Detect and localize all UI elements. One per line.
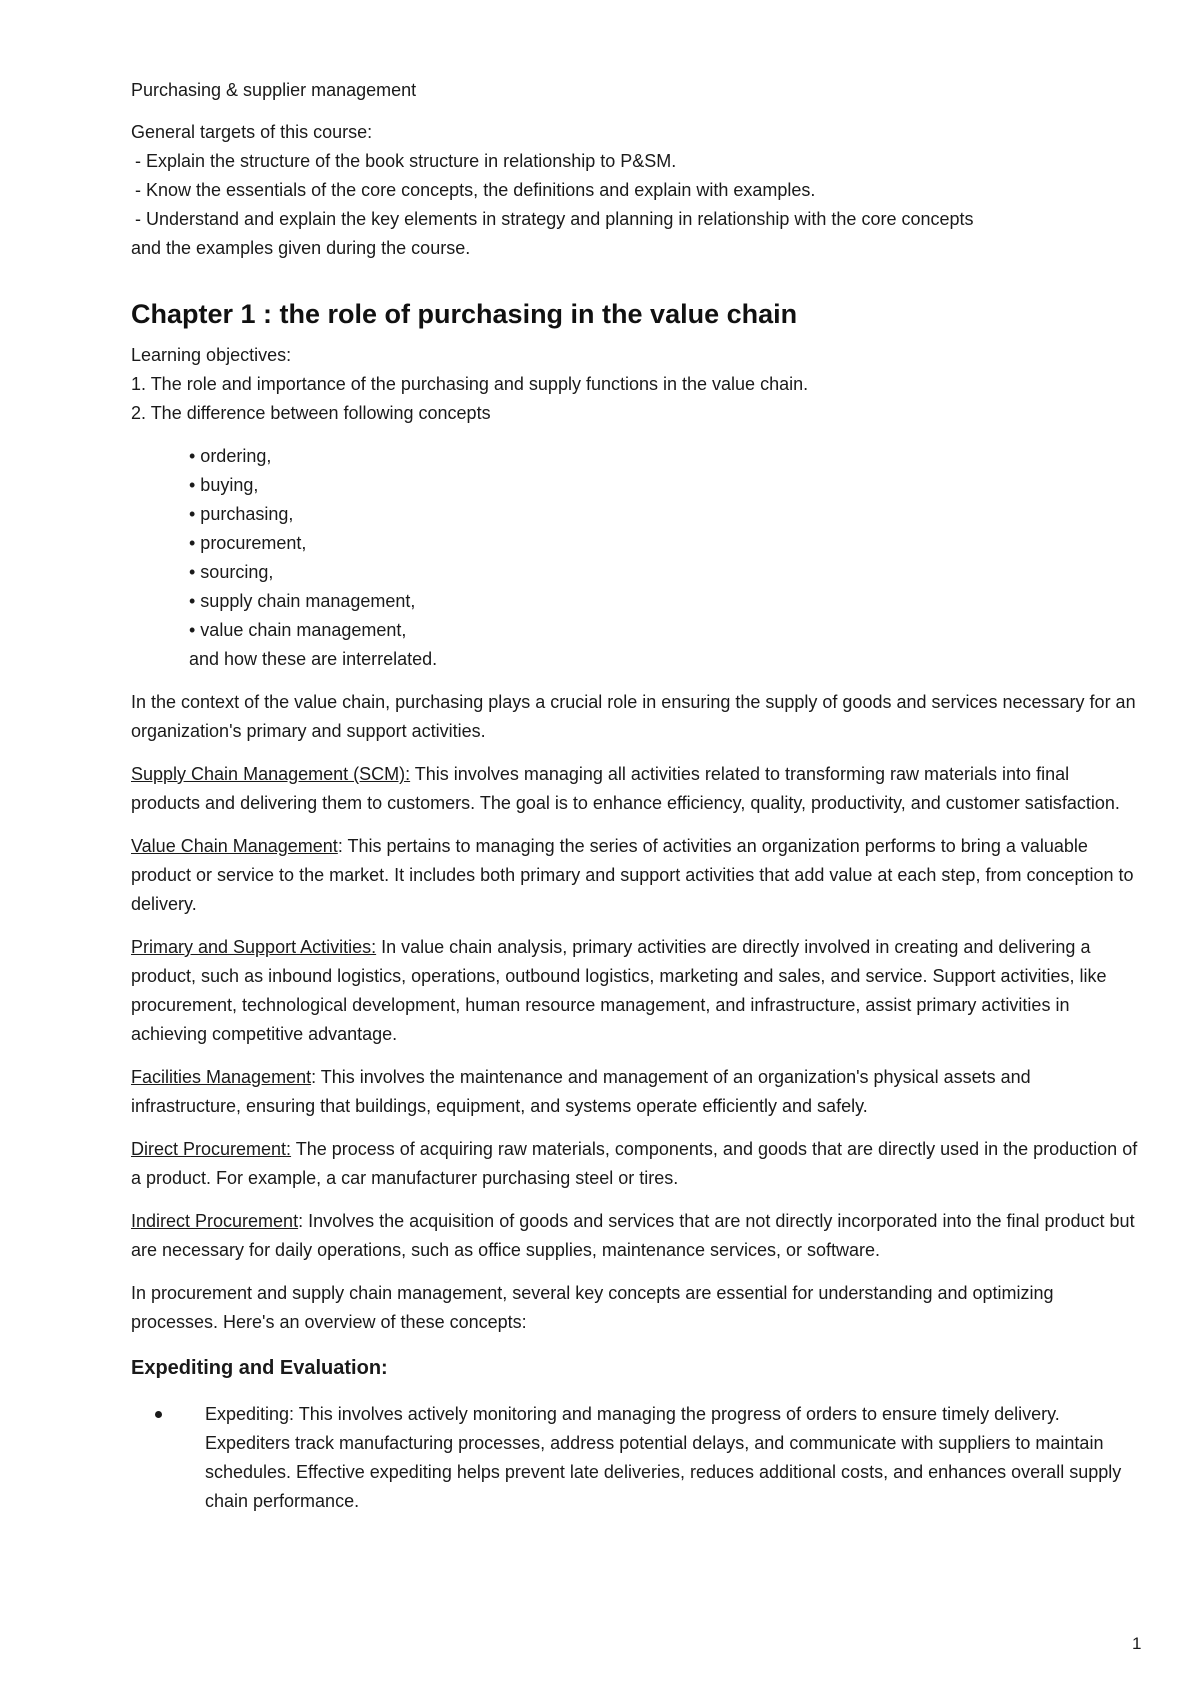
targets-heading: General targets of this course: (131, 122, 373, 142)
objective-item: 2. The difference between following concepts (131, 403, 491, 423)
section-bullet-item (131, 1400, 1141, 1516)
bullet-dot-icon (155, 1411, 162, 1418)
definition-direct-procurement (131, 1135, 1141, 1193)
target-item: - Understand and explain the key elements in strategy and planning in relationship with the core concepts (135, 209, 974, 229)
definition-value-chain (131, 832, 1141, 919)
target-item: - Know the essentials of the core concepts, the definitions and explain with examples. (135, 180, 816, 200)
definition-text: : This pertains to managing the series of activities an organization performs to bring a valuable product or service to the market. It includes both primary and support activities that add value at each step, from conception to delivery. (131, 836, 1134, 914)
definition-term: Direct Procurement: (131, 1139, 292, 1159)
concept-item: • purchasing, (189, 504, 294, 524)
concept-item: • supply chain management, (189, 591, 416, 611)
definition-text: : Involves the acquisition of goods and services that are not directly incorporated into the final product but are necessary for daily operations, such as office supplies, maintenance services, or software. (131, 1211, 1135, 1260)
document-page (131, 76, 1141, 1516)
objective-item: 1. The role and importance of the purchasing and supply functions in the value chain. (131, 374, 809, 394)
concept-item: • ordering, (189, 446, 272, 466)
target-item-continuation: and the examples given during the course. (131, 238, 471, 258)
definition-term: Indirect Procurement (131, 1211, 299, 1231)
concepts-list (131, 442, 1141, 674)
definition-text: This involves managing all activities related to transforming raw materials into final products and delivering them to customers. The goal is to enhance efficiency, quality, productivity, and customer satisfaction. (131, 764, 1120, 813)
concept-item: • procurement, (189, 533, 307, 553)
concept-item: • buying, (189, 475, 259, 495)
definition-facilities (131, 1063, 1141, 1121)
definition-term: Value Chain Management (131, 836, 338, 856)
target-item: - Explain the structure of the book structure in relationship to P&SM. (135, 151, 677, 171)
definition-term: Primary and Support Activities: (131, 937, 377, 957)
concept-item: • sourcing, (189, 562, 274, 582)
section-bullet-list (131, 1400, 1141, 1516)
concept-item: • value chain management, (189, 620, 407, 640)
definition-text: In value chain analysis, primary activities are directly involved in creating and delivering a product, such as inbound logistics, operations, outbound logistics, marketing and sales, and service. Support activities, like procurement, technological development, human resource management, and infrastructure, assist primary activities in achieving competitive advantage. (131, 937, 1107, 1044)
definition-term: Facilities Management (131, 1067, 312, 1087)
page-number: 1 (1132, 1634, 1142, 1653)
definition-primary-support (131, 933, 1141, 1049)
chapter-title: Chapter 1 : the role of purchasing in the value chain (131, 299, 798, 329)
objectives-heading: Learning objectives: (131, 345, 292, 365)
definition-scm (131, 760, 1141, 818)
section-heading: Expediting and Evaluation: (131, 1357, 388, 1379)
definition-text: The process of acquiring raw materials, components, and goods that are directly used in the production of a product. For example, a car manufacturer purchasing steel or tires. (131, 1139, 1138, 1188)
overview-paragraph: In procurement and supply chain management, several key concepts are essential for understanding and optimizing processes. Here's an overview of these concepts: (131, 1283, 1054, 1332)
concepts-summary: and how these are interrelated. (189, 649, 438, 669)
spacer (131, 105, 1141, 118)
intro-paragraph: In the context of the value chain, purchasing plays a crucial role in ensuring the supply of goods and services necessary for an organization's primary and support activities. (131, 692, 1136, 741)
definition-indirect-procurement (131, 1207, 1141, 1265)
section-bullet-text: Expediting: This involves actively monitoring and managing the progress of orders to ensure timely delivery. Expediters track manufacturing processes, address potential delays, and communicate with suppliers to maintain schedules. Effective expediting helps prevent late deliveries, reduces additional costs, and enhances overall supply chain performance. (205, 1403, 1122, 1511)
definition-term: Supply Chain Management (SCM): (131, 764, 411, 784)
definition-text: : This involves the maintenance and management of an organization's physical assets and infrastructure, ensuring that buildings, equipment, and systems operate efficiently and safely. (131, 1067, 1031, 1116)
document-title: Purchasing & supplier management (131, 80, 417, 100)
